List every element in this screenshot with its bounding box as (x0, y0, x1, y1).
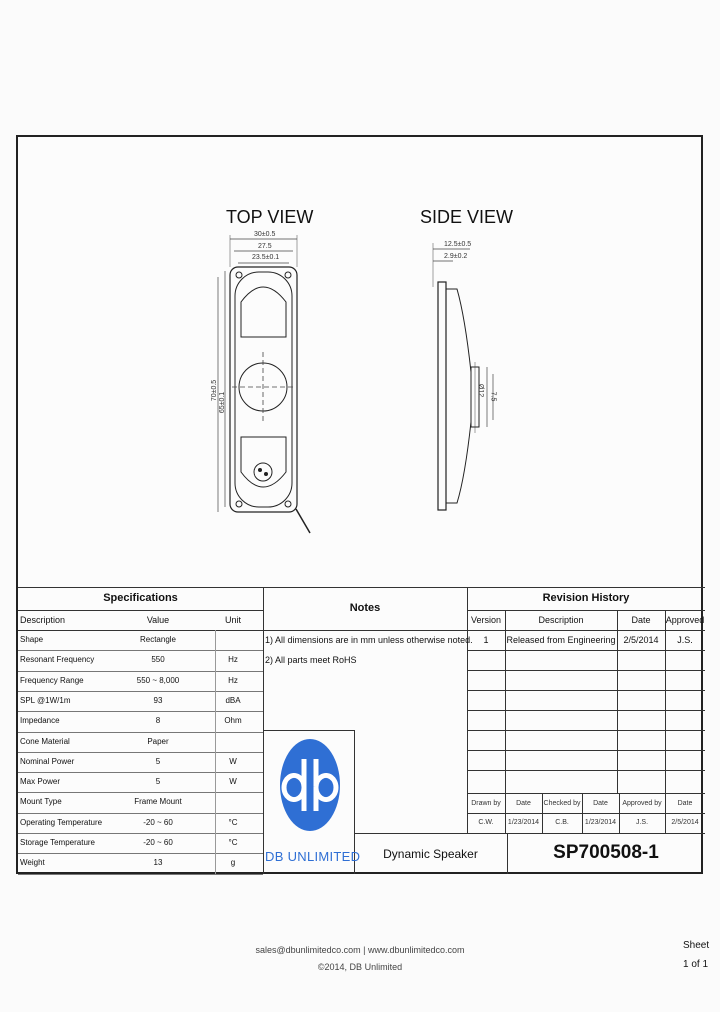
sheet-label: Sheet (683, 940, 710, 951)
rev-col-date: Date (631, 615, 651, 625)
spec-row-divider (18, 752, 263, 753)
notes-title: Notes (349, 602, 381, 614)
spec-description: Shape (20, 635, 44, 644)
signoff-date-2-value: 1/23/2014 (584, 819, 617, 826)
signoff-checked-by-value: C.B. (555, 819, 569, 826)
rev-description: Released from Engineering (506, 635, 616, 645)
sheet-value: 1 of 1 (683, 959, 709, 970)
signoff-date-2: Date (593, 800, 608, 807)
dim-side-magnet: Ø12 (477, 383, 485, 398)
spec-unit: Hz (228, 675, 238, 685)
spec-description: Frequency Range (20, 675, 84, 685)
spec-row-divider (18, 691, 263, 692)
spec-description: Cone Material (20, 736, 70, 746)
part-number: SP700508-1 (553, 842, 659, 863)
spec-value: 5 (155, 777, 161, 787)
signoff-date-3-value: 2/5/2014 (671, 819, 699, 826)
spec-row-divider (18, 813, 263, 814)
top-view-drawing (208, 227, 348, 547)
spec-description: Weight (20, 858, 45, 868)
dim-hole-spacing: 23.5±0.1 (252, 254, 280, 261)
product-name: Dynamic Speaker (383, 847, 478, 861)
spec-description: Storage Temperature (20, 838, 96, 847)
side-view-drawing (423, 237, 513, 527)
dim-inner-width: 27.5 (258, 243, 272, 250)
spec-row-divider (18, 792, 263, 793)
specs-col-unit: Unit (224, 615, 241, 625)
note-1: 1) All dimensions are in mm unless otherwise noted. (265, 635, 473, 645)
spec-value: -20 ~ 60 (143, 817, 173, 827)
spec-description: Mount Type (20, 797, 62, 807)
spec-value: 550 (151, 655, 165, 665)
spec-unit: °C (228, 817, 238, 827)
spec-description: Nominal Power (20, 756, 75, 766)
spec-value: 550 ~ 8,000 (136, 675, 180, 685)
spec-description: Operating Temperature (20, 817, 103, 827)
spec-description: Impedance (20, 716, 60, 726)
specs-col-value: Value (146, 615, 170, 625)
drawing-sheet (16, 135, 703, 874)
spec-row-divider (18, 671, 263, 672)
signoff-drawn-by: Drawn by (471, 800, 501, 807)
specs-col-description: Description (20, 615, 66, 625)
spec-row-divider (18, 711, 263, 712)
signoff-drawn-by-value: C.W. (478, 819, 494, 826)
revision-title: Revision History (542, 592, 630, 604)
note-2: 2) All parts meet RoHS (265, 655, 357, 665)
spec-row-divider (18, 650, 263, 651)
spec-value: 5 (155, 756, 161, 766)
dim-side-flange: 2.9±0.2 (444, 253, 468, 260)
signoff-date-3: Date (677, 800, 693, 807)
spec-value: Paper (147, 736, 169, 746)
rev-col-approved: Approved (665, 615, 705, 625)
spec-description: Max Power (20, 777, 61, 787)
spec-value: -20 ~ 60 (143, 838, 173, 847)
spec-unit: g (230, 858, 236, 868)
rev-approved: J.S. (677, 635, 693, 645)
top-view-title: TOP VIEW (226, 207, 314, 227)
specs-title: Specifications (103, 592, 178, 604)
dim-overall-width: 30±0.5 (254, 231, 276, 238)
spec-description: SPL @1W/1m (20, 695, 71, 705)
footer-contact: sales@dbunlimitedco.com | www.dbunlimitedco.com (255, 945, 465, 955)
spec-unit: W (229, 756, 237, 766)
dim-side-height: 12.5±0.5 (444, 241, 472, 248)
spec-unit: °C (228, 838, 238, 847)
spec-row-divider (18, 772, 263, 773)
spec-value: 13 (153, 858, 163, 868)
signoff-approved-by: Approved by (622, 800, 662, 807)
spec-unit: dBA (225, 695, 241, 705)
db-logo-icon (278, 737, 342, 833)
rev-date: 2/5/2014 (623, 635, 659, 645)
dim-mount-length: 65±0.1 (219, 391, 227, 414)
rev-version: 1 (483, 635, 489, 645)
signoff-date-1-value: 1/23/2014 (507, 819, 540, 826)
signoff-approved-by-value: J.S. (635, 819, 649, 826)
signoff-checked-by: Checked by (543, 800, 581, 807)
spec-value: 93 (153, 695, 163, 705)
spec-row-divider (18, 833, 263, 834)
spec-unit-divider (215, 630, 216, 874)
spec-value: Frame Mount (134, 797, 182, 807)
dim-overall-length: 70±0.5 (211, 379, 219, 402)
signoff-date-1: Date (516, 800, 531, 807)
spec-row-divider (18, 874, 263, 875)
rev-col-description: Description (538, 615, 584, 625)
side-view-title: SIDE VIEW (420, 207, 514, 227)
spec-unit: Hz (228, 655, 238, 665)
table-top-border (18, 587, 705, 588)
spec-value: 8 (155, 716, 161, 726)
spec-row-divider (18, 853, 263, 854)
spec-value: Rectangle (139, 635, 177, 644)
brand-name: DB UNLIMITED (265, 849, 361, 864)
spec-unit: W (229, 777, 237, 787)
footer-copyright: ©2014, DB Unlimited (317, 962, 403, 972)
spec-row-divider (18, 732, 263, 733)
spec-description: Resonant Frequency (20, 655, 95, 665)
rev-col-version: Version (470, 615, 502, 625)
dim-side-b: 7.5 (489, 391, 497, 402)
spec-unit: Ohm (224, 716, 242, 726)
